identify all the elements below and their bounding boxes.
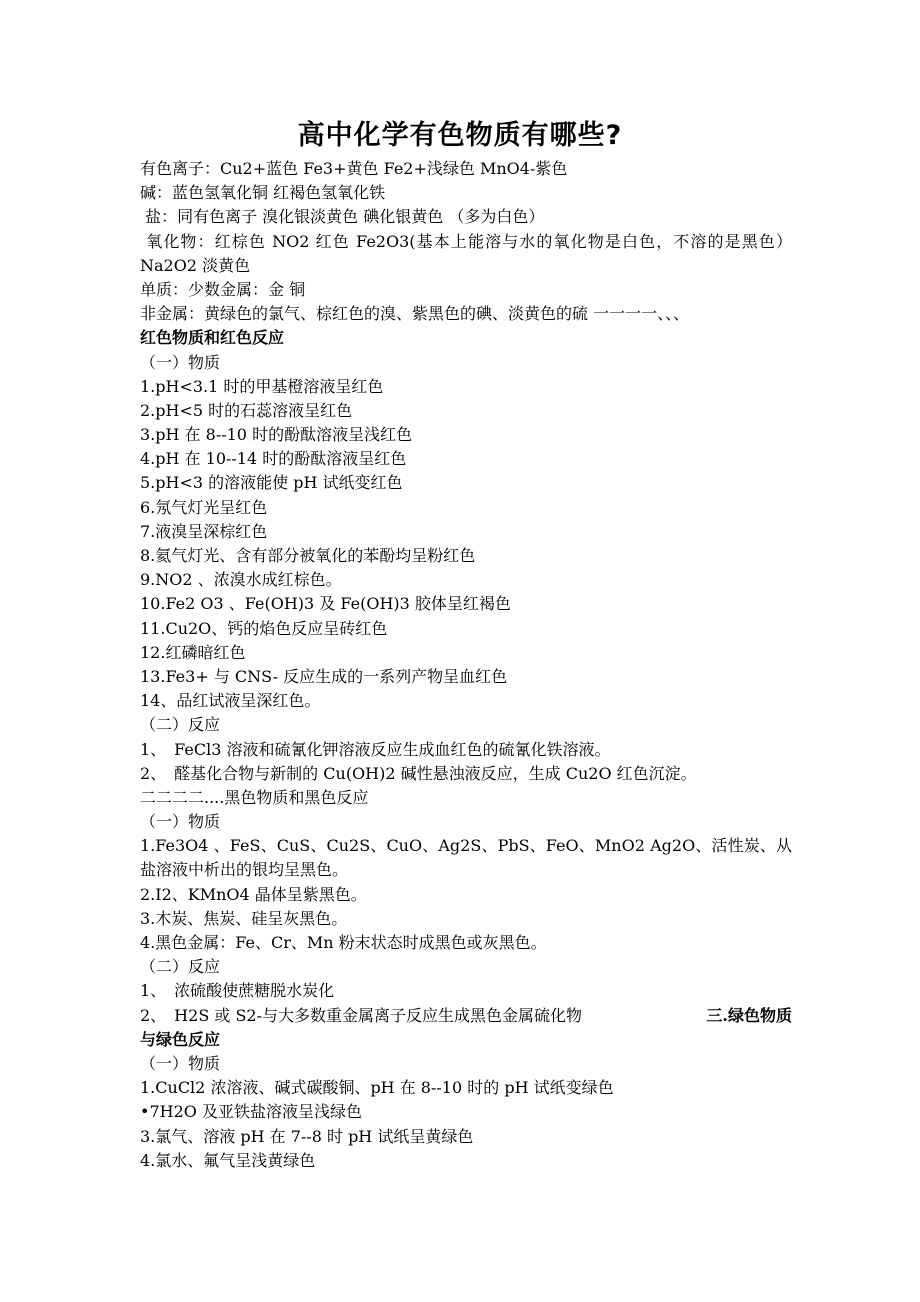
red-substance-item: 3.pH 在 8--10 时的酚酞溶液呈浅红色	[140, 425, 413, 445]
red-substance-item: 2.pH<5 时的石蕊溶液呈红色	[140, 400, 353, 420]
black-substances-label: （一）物质	[140, 812, 221, 832]
black-substance-item: 3.木炭、焦炭、硅呈灰黑色。	[140, 908, 348, 928]
intro-ions: 有色离子：Cu2+蓝色 Fe3+黄色 Fe2+浅绿色 MnO4-紫色	[140, 159, 568, 178]
black-reactions-label: （二）反应	[140, 957, 221, 977]
red-reactions-label: （二）反应	[140, 715, 221, 735]
red-substance-item: 5.pH<3 的溶液能使 pH 试纸变红色	[140, 473, 403, 493]
green-substance-item: 3.氯气、溶液 pH 在 7--8 时 pH 试纸呈黄绿色	[140, 1126, 474, 1146]
red-substance-item: 8.氦气灯光、含有部分被氧化的苯酚均呈粉红色	[140, 546, 476, 566]
red-substance-item: 10.Fe2 O3 、Fe(OH)3 及 Fe(OH)3 胶体呈红褐色	[140, 594, 511, 614]
intro-oxides: 氧化物：红棕色 NO2 红色 Fe2O3(基本上能溶与水的氧化物是白色，不溶的是黑色） Na2O2 淡黄色	[140, 231, 798, 275]
black-substance-item: 2.I2、KMnO4 晶体呈紫黑色。	[140, 884, 367, 904]
intro-nonmetals: 非金属：黄绿色的氯气、棕红色的溴、紫黑色的碘、淡黄色的硫 一一一一、、、	[140, 304, 690, 324]
red-substance-item: 11.Cu2O、钙的焰色反应呈砖红色	[140, 618, 388, 638]
red-substances-label: （一）物质	[140, 352, 221, 372]
green-substance-item: 1.CuCl2 浓溶液、碱式碳酸铜、pH 在 8--10 时的 pH 试纸变绿色	[140, 1078, 614, 1098]
green-section-heading-part1: 三.绿色物质	[706, 1005, 792, 1025]
red-substance-item: 12.红磷暗红色	[140, 642, 246, 662]
red-reaction-item: 2、 醛基化合物与新制的 Cu(OH)2 碱性悬浊液反应，生成 Cu2O 红色沉淀。	[140, 763, 697, 783]
red-substance-item: 4.pH 在 10--14 时的酚酞溶液呈红色	[140, 449, 407, 469]
red-substance-item: 7.液溴呈深棕红色	[140, 521, 268, 541]
red-substance-item: 6.氖气灯光呈红色	[140, 497, 268, 517]
black-reaction-item: 1、 浓硫酸使蔗糖脱水炭化	[140, 981, 335, 1001]
green-substances-label: （一）物质	[140, 1054, 221, 1073]
red-substance-item: 9.NO2 、浓溴水成红棕色。	[140, 570, 342, 590]
page-title: 高中化学有色物质有哪些?	[297, 120, 623, 151]
red-reaction-item: 1、 FeCl3 溶液和硫氰化钾溶液反应生成血红色的硫氰化铁溶液。	[140, 739, 611, 759]
red-substance-item: 14、品红试液呈深红色。	[140, 691, 321, 711]
black-section-heading: 二二二二....黑色物质和黑色反应	[140, 787, 369, 807]
green-substance-item: •7H2O 及亚铁盐溶液呈浅绿色	[140, 1102, 362, 1122]
red-substance-item: 1.pH<3.1 时的甲基橙溶液呈红色	[140, 376, 384, 396]
document-body	[140, 157, 798, 1173]
intro-bases: 碱：蓝色氢氧化铜 红褐色氢氧化铁	[140, 183, 386, 203]
green-substance-item: 4.氯水、氟气呈浅黄绿色	[140, 1150, 316, 1170]
black-substance-item: 4.黑色金属：Fe、Cr、Mn 粉末状态时成黑色或灰黑色。	[140, 933, 547, 953]
black-reaction-item: 2、 H2S 或 S2-与大多数重金属离子反应生成黑色金属硫化物	[140, 1005, 582, 1025]
black-reaction-row	[140, 1004, 792, 1028]
red-section-heading: 红色物质和红色反应	[140, 328, 285, 348]
green-section-heading-part2: 与绿色反应	[140, 1029, 221, 1049]
red-substance-item: 13.Fe3+ 与 CNS- 反应生成的一系列产物呈血红色	[140, 666, 508, 686]
intro-salts: 盐：同有色离子 溴化银淡黄色 碘化银黄色 （多为白色）	[140, 207, 545, 227]
intro-elements: 单质：少数金属：金 铜	[140, 279, 306, 299]
black-substance-item: 1.Fe3O4 、FeS、CuS、Cu2S、CuO、Ag2S、PbS、FeO、MnO2 Ag2O、活性炭、从盐溶液中析出的银均呈黑色。	[140, 836, 792, 880]
